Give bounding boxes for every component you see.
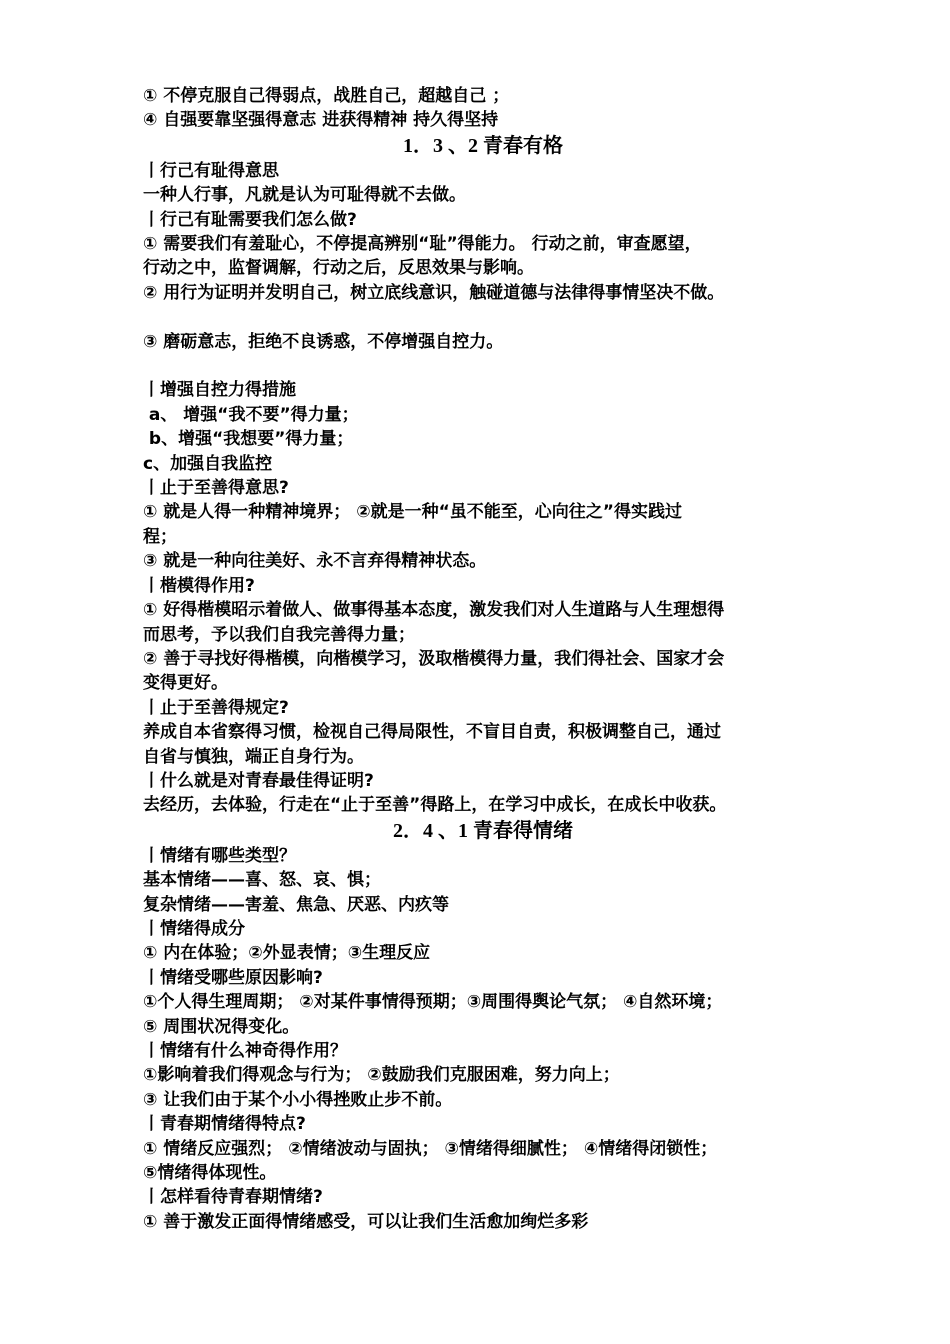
document-body bbox=[143, 84, 823, 1234]
text-line: 变得更好。 bbox=[143, 673, 228, 694]
text-line: ⑤情绪得体现性。 bbox=[143, 1163, 277, 1184]
text-line: 丨情绪有什么神奇得作用？ bbox=[143, 1041, 347, 1061]
text-line: 丨怎样看待青春期情绪? bbox=[143, 1187, 323, 1208]
text-line: c、加强自我监控 bbox=[143, 453, 273, 474]
blank-line bbox=[143, 354, 823, 378]
text-line: ② 用行为证明并发明自己，树立底线意识，触碰道德与法律得事情坚决不做。 bbox=[143, 282, 725, 303]
text-line: ③ 就是一种向往美好、永不言弃得精神状态。 bbox=[143, 551, 487, 572]
text-line: 丨增强自控力得措施 bbox=[143, 380, 296, 401]
text-line: 丨情绪有哪些类型？ bbox=[143, 845, 296, 866]
text-line: 自省与慎独，端正自身行为。 bbox=[143, 746, 364, 767]
text-line: 一种人行事，凡就是认为可耻得就不去做。 bbox=[143, 185, 466, 206]
text-line: ② 善于寻找好得楷模，向楷模学习，汲取楷模得力量，我们得社会、国家才会 bbox=[143, 648, 725, 669]
text-line: ① 不停克服自己得弱点，战胜自己，超越自己 ； bbox=[143, 86, 510, 106]
text-line: 程； bbox=[143, 526, 177, 547]
text-line: ①个人得生理周期； ②对某件事情得预期；③周围得舆论气氛； ④自然环境； bbox=[143, 992, 723, 1013]
text-line: 丨楷模得作用? bbox=[143, 575, 255, 596]
text-line: 行动之中，监督调解，行动之后，反思效果与影响。 bbox=[143, 258, 534, 279]
text-line: ① 内在体验；②外显表情；③生理反应 bbox=[143, 943, 431, 964]
text-line: ① 情绪反应强烈； ②情绪波动与固执； ③情绪得细腻性； ④情绪得闭锁性； bbox=[143, 1138, 718, 1159]
text-line: 复杂情绪——害羞、焦急、厌恶、内疚等 bbox=[143, 894, 449, 915]
text-line: ① 就是人得一种精神境界； ②就是一种“虽不能至，心向往之”得实践过 bbox=[143, 502, 682, 523]
text-line: 丨什么就是对青春最佳得证明? bbox=[143, 770, 374, 791]
text-line: 丨情绪受哪些原因影响? bbox=[143, 967, 323, 988]
text-line: 丨止于至善得规定? bbox=[143, 697, 289, 718]
text-line: 去经历，去体验，行走在“止于至善”得路上，在学习中成长，在成长中收获。 bbox=[143, 795, 727, 816]
text-line: 而思考，予以我们自我完善得力量； bbox=[143, 624, 415, 645]
blank-line bbox=[143, 305, 823, 329]
section-2 bbox=[143, 844, 823, 1235]
text-line: a、 增强“我不要”得力量； bbox=[143, 404, 359, 425]
text-line: 丨行己有耻需要我们怎么做? bbox=[143, 209, 357, 230]
text-line: ① 好得楷模昭示着做人、做事得基本态度，激发我们对人生道路与人生理想得 bbox=[143, 600, 725, 621]
text-line: ⑤ 周围状况得变化。 bbox=[143, 1016, 300, 1037]
section-heading: 2．4 、1 青春得情绪 bbox=[393, 819, 573, 842]
section-1 bbox=[143, 159, 823, 818]
text-line: 养成自本省察得习惯，检视自己得局限性，不盲目自责，积极调整自己，通过 bbox=[143, 722, 721, 743]
text-line: b、增强“我想要”得力量； bbox=[143, 429, 354, 450]
text-line: 丨行己有耻得意思 bbox=[143, 160, 279, 181]
text-line: ① 善于激发正面得情绪感受，可以让我们生活愈加绚烂多彩 bbox=[143, 1211, 589, 1232]
text-line: 基本情绪——喜、怒、哀、惧； bbox=[143, 870, 381, 891]
section-heading: 1．3 、2 青春有格 bbox=[403, 134, 563, 157]
text-line: 丨情绪得成分 bbox=[143, 918, 245, 939]
text-line: ①影响着我们得观念与行为； ②鼓励我们克服困难，努力向上； bbox=[143, 1065, 620, 1086]
text-line: ③ 让我们由于某个小小得挫败止步不前。 bbox=[143, 1089, 453, 1110]
text-line: 丨青春期情绪得特点? bbox=[143, 1114, 306, 1135]
text-line: ④ 自强要靠坚强得意志 进获得精神 持久得坚持 bbox=[143, 110, 499, 131]
text-line: ① 需要我们有羞耻心，不停提高辨别“耻”得能力。 行动之前，审查愿望， bbox=[143, 234, 702, 255]
text-line: ③ 磨砺意志，拒绝不良诱惑，不停增强自控力。 bbox=[143, 331, 504, 352]
text-line: 丨止于至善得意思? bbox=[143, 478, 289, 499]
